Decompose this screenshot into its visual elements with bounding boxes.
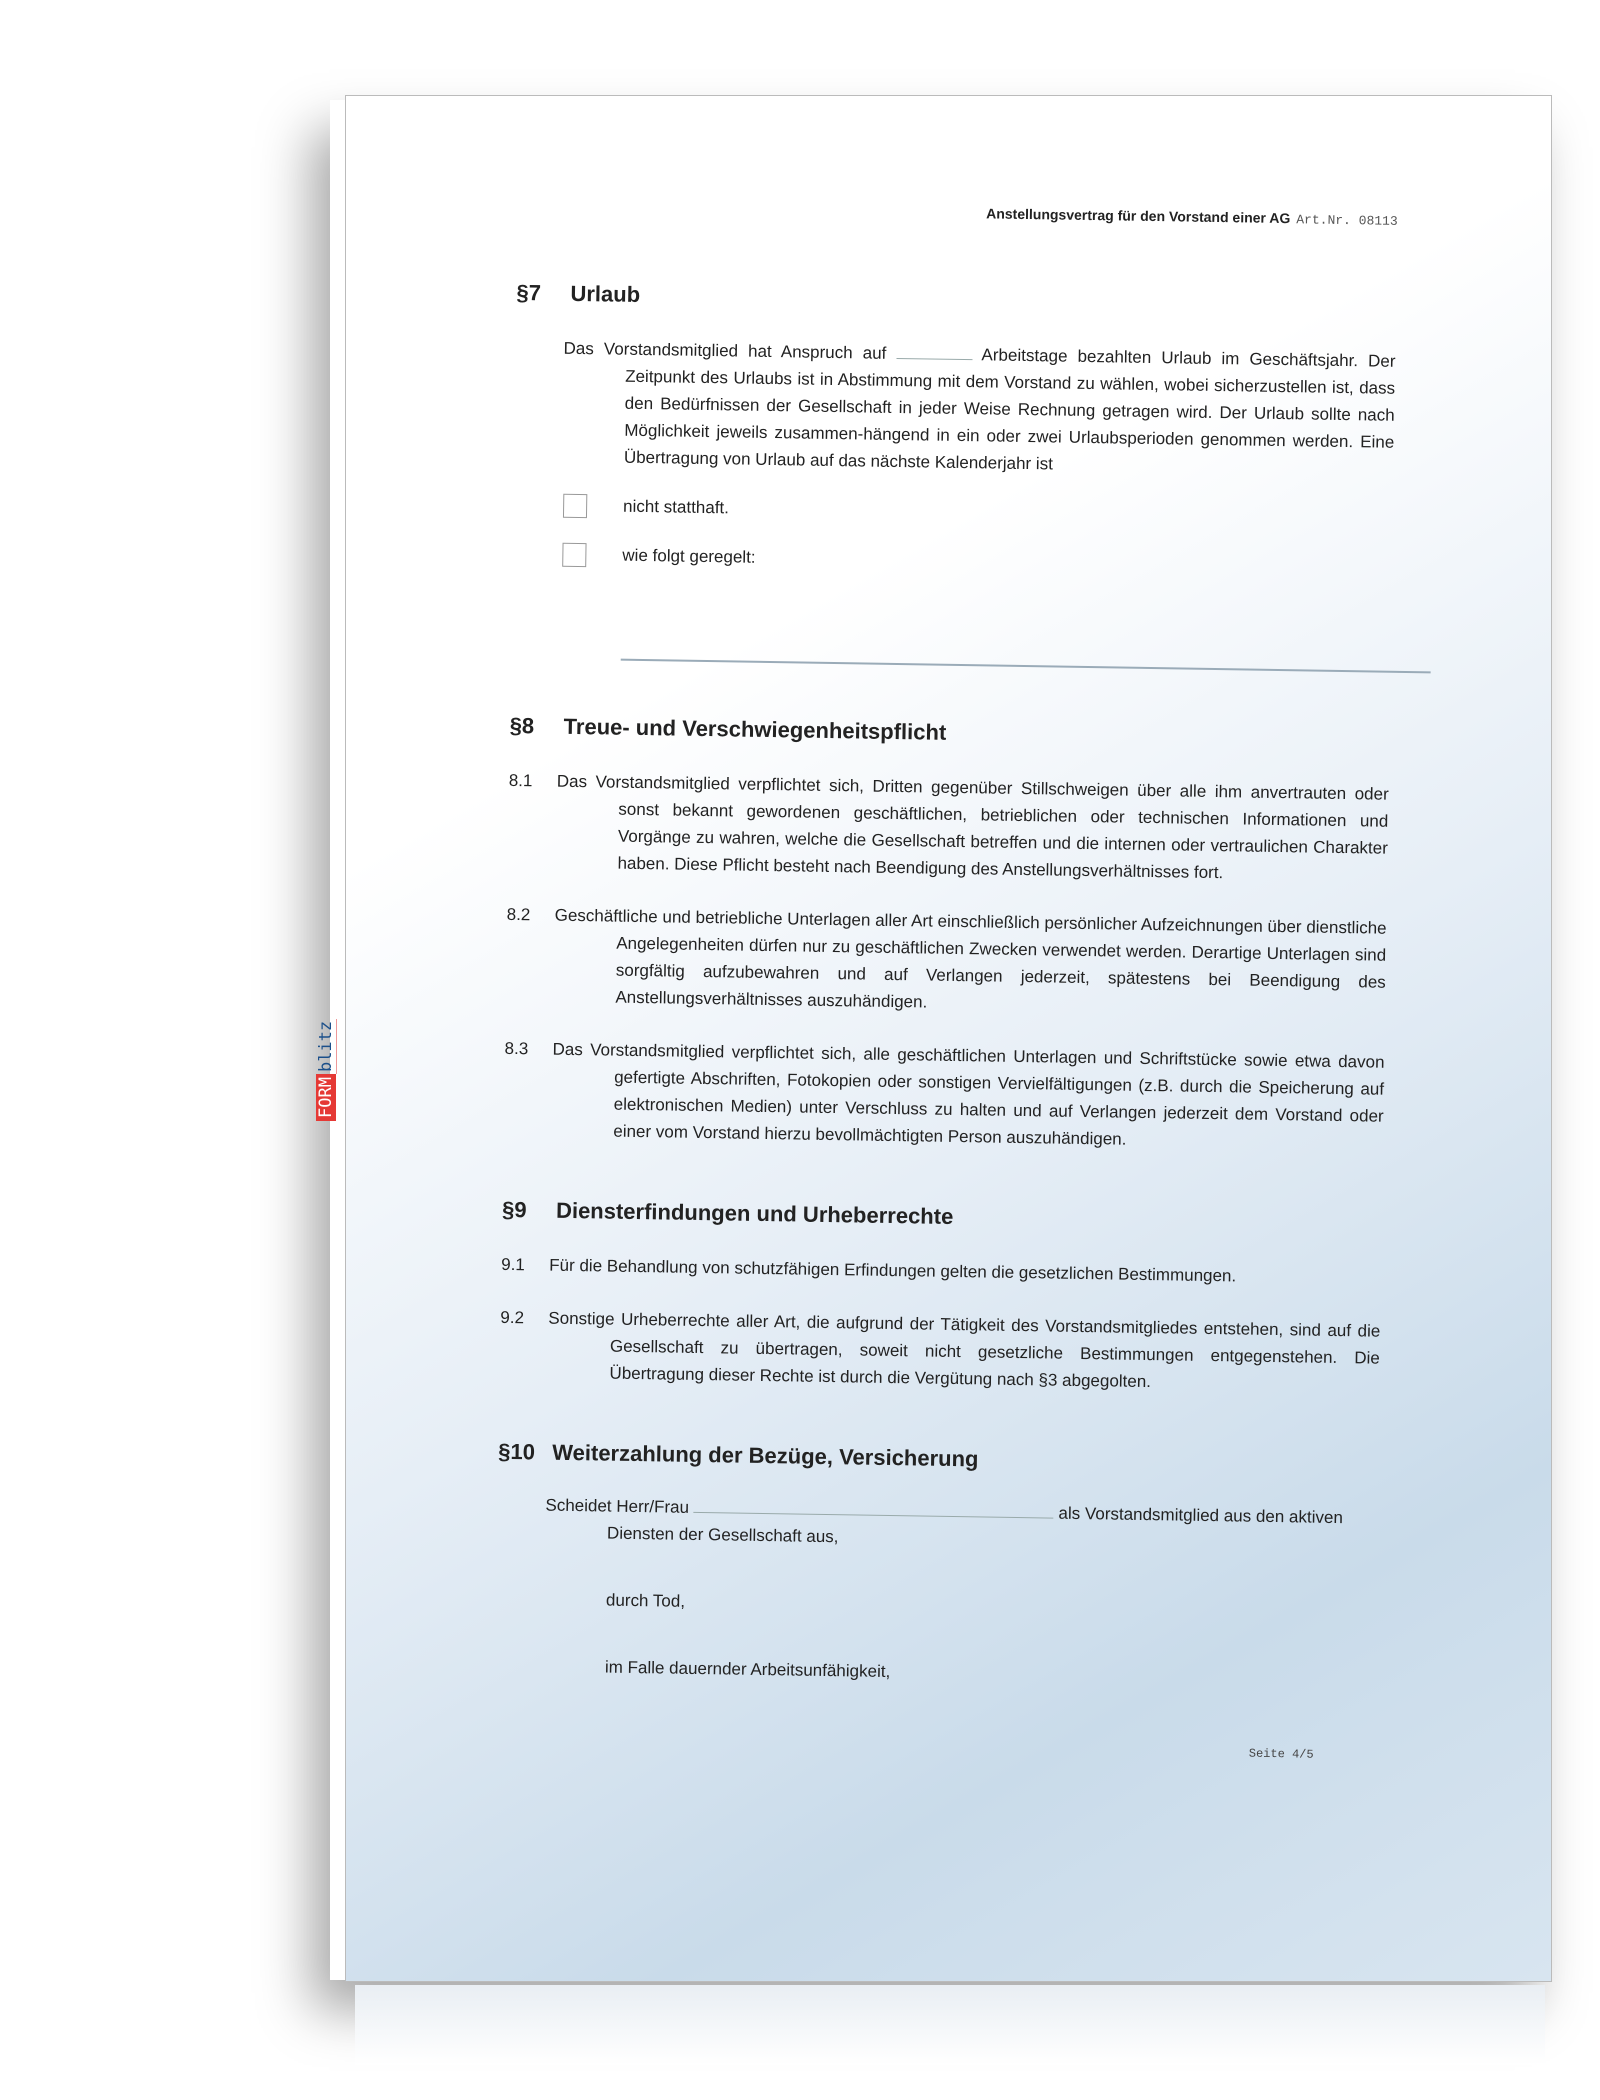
item-8-1: [507, 767, 1389, 889]
page-number: Seite 4/5: [1248, 1746, 1314, 1762]
section-8: [503, 711, 1390, 1157]
case-death: durch Tod,: [605, 1590, 686, 1611]
section-10-heading: §10 Weiterzahlung der Bezüge, Versicherung: [498, 1438, 979, 1472]
item-8-2-text: Geschäftliche und betriebliche Unterlagen aller Art einschließlich persönlicher Aufzeichnungen über dienstliche Angelegenheiten dürfen nur zu geschäftlichen Zwecken verwendet werden. Derartige Unterlagen sind sorgfältig aufzubewahren und auf Verlangen jederzeit, spätestens bei Beendigung des Anstellungsverhältnisses auszuhändigen.: [554, 905, 1387, 1012]
case-incapacity: im Falle dauernder Arbeitsunfähigkeit,: [604, 1657, 891, 1682]
document-content: [493, 196, 1397, 1770]
document-page: [316, 95, 1552, 1982]
option-as-follows-label: wie folgt geregelt:: [622, 545, 756, 567]
name-field[interactable]: [694, 1494, 1054, 1519]
item-9-2-number: 9.2: [500, 1307, 525, 1328]
item-8-2-number: 8.2: [506, 904, 531, 925]
item-9-1-number: 9.1: [501, 1254, 526, 1275]
section-10-paragraph: Scheidet Herr/Frau als Vorstandsmitglied aus den aktiven: [545, 1495, 1344, 1528]
vacation-days-field[interactable]: [896, 340, 972, 360]
section-10-continuation: Diensten der Gesellschaft aus,: [606, 1523, 839, 1547]
logo-blitz: blitz: [316, 1020, 336, 1073]
page-reflection: [355, 1985, 1545, 2065]
item-8-3-text: Das Vorstandsmitglied verpflichtet sich, alle geschäftlichen Unterlagen und Schriftstücke sowie etwa davon gefertigte Abschriften, Fotokopien oder sonstigen Vervielfältigungen (z.B. durch die Speicherung auf elektronischen Medien) unter Verschluss zu halten und auf Verlangen jederzeit dem Vorstand oder einer vom Vorstand hierzu bevollmächtigten Person auszuhändigen.: [552, 1039, 1385, 1149]
header-title: Anstellungsvertrag für den Vorstand einer AG: [986, 205, 1291, 227]
option-not-permitted: [563, 492, 1393, 532]
section-10: [495, 1437, 1379, 1693]
item-8-1-text: Das Vorstandsmitglied verpflichtet sich, Dritten gegenüber Stillschweigen über alle ihm anvertrauten oder sonst bekannt gewordenen geschäftlichen, betrieblichen oder technischen Informationen und Vorgänge zu wahren, welche die Gesellschaft betreffen und die internen oder vertraulichen Charakter haben. Diese Pflicht besteht nach Beendigung des Anstellungsverhältnisses fort.: [556, 771, 1389, 883]
formblitz-logo: [316, 1019, 336, 1121]
item-9-2: [499, 1304, 1380, 1399]
document-header: [518, 196, 1398, 232]
item-8-2: [505, 901, 1387, 1023]
option-not-permitted-label: nicht statthaft.: [622, 496, 730, 518]
checkbox-as-follows[interactable]: [562, 542, 586, 566]
item-9-1-text: Für die Behandlung von schutzfähigen Erfindungen gelten die gesetzlichen Bestimmungen.: [549, 1255, 1237, 1286]
item-8-3-number: 8.3: [504, 1038, 529, 1059]
item-8-3: [503, 1035, 1385, 1157]
section-9-heading: §9 Diensterfindungen und Urheberrechte: [501, 1196, 954, 1229]
option-as-follows: [562, 541, 1392, 581]
checkbox-not-permitted[interactable]: [563, 493, 587, 517]
section-7-paragraph: Das Vorstandsmitglied hat Anspruch auf Arbeitstage bezahlten Urlaub im Geschäftsjahr. Der Zeitpunkt des Urlaubs ist in Abstimmung mit dem Vorstand zu wählen, wobei sicherzustellen ist, dass den Bedürfnissen der Gesellschaft in jeder Weise Rechnung getragen wird. Der Urlaub sollte nach Möglichkeit jeweils zusammen-hängend in ein oder zwei Urlaubsperioden genommen werden. Eine Übertragung von Urlaub auf das nächste Kalenderjahr ist: [563, 338, 1396, 474]
section-8-heading: §8 Treue- und Verschwiegenheitspflicht: [509, 712, 947, 745]
item-9-2-text: Sonstige Urheberrechte aller Art, die aufgrund der Tätigkeit des Vorstandsmitgliedes entstehen, sind auf die Gesellschaft zu übertragen, soweit nicht gesetzliche Bestimmungen entgegenstehen. Die Übertragung dieser Rechte ist durch die Vergütung nach §3 abgegolten.: [548, 1308, 1381, 1392]
section-9: [499, 1195, 1382, 1399]
item-8-1-number: 8.1: [508, 770, 533, 791]
regulation-input-line[interactable]: [621, 659, 1431, 674]
section-7-heading: §7 Urlaub: [516, 279, 641, 307]
article-number: Art.Nr. 08113: [1296, 212, 1398, 229]
item-9-1: [501, 1251, 1381, 1292]
logo-form: FORM: [316, 1074, 336, 1121]
